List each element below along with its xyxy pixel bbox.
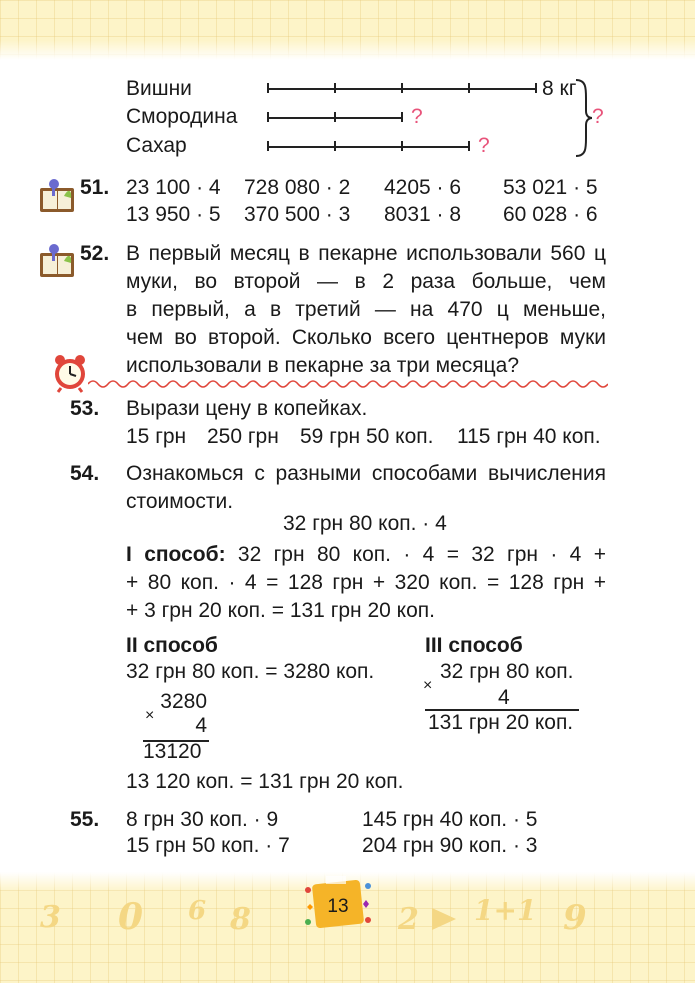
ex54-intro-line: Ознакомься с разными способами вычисления: [126, 462, 606, 485]
ex55-item: 8 грн 30 коп. · 9: [126, 808, 279, 831]
ex55-item: 15 грн 50 коп. · 7: [126, 834, 290, 857]
ex54-expression: 32 грн 80 коп. · 4: [283, 512, 447, 535]
method2-product: 13120: [143, 740, 202, 763]
sugar-unknown: ?: [478, 134, 490, 157]
ex52-line: В первый месяц в пекарне использовали 560 ц: [126, 242, 606, 265]
method2-label: II способ: [126, 634, 218, 657]
method1-line-1: [126, 541, 606, 569]
method3-product: 131 грн 20 коп.: [428, 711, 574, 734]
tick: [334, 112, 336, 122]
ex52-text: [126, 240, 606, 380]
diagram-label-currants: Смородина: [126, 105, 238, 128]
exercise-number-53: 53.: [70, 397, 100, 420]
tick: [468, 83, 470, 93]
brace-icon: [574, 78, 594, 158]
ex51-item: 60 028 · 6: [503, 203, 598, 226]
tick: [401, 141, 403, 151]
ex51-item: 53 021 · 5: [503, 176, 598, 199]
ex52-line: в первый, а в третий — на 470 ц меньше,: [126, 298, 606, 321]
method1-label: I способ:: [126, 543, 226, 566]
exercise-number-51: 51.: [80, 176, 110, 199]
multiply-sign: ×: [423, 677, 433, 694]
tick: [267, 112, 269, 122]
method3-label: III способ: [425, 634, 523, 657]
method2-conversion: 32 грн 80 коп. = 3280 коп.: [126, 660, 375, 683]
page-number: 13: [327, 896, 349, 917]
ex53-item: 250 грн: [207, 425, 279, 448]
tick: [468, 141, 470, 151]
method1-block: [126, 541, 606, 625]
multiply-sign: ×: [145, 707, 155, 724]
alarm-clock-icon: [50, 353, 90, 393]
wavy-divider: [88, 378, 608, 390]
exercise-number-54: 54.: [70, 462, 100, 485]
tick: [334, 83, 336, 93]
method2-multiplier: 4: [195, 714, 207, 737]
cherries-weight: 8 кг: [542, 77, 577, 100]
ex51-item: 4205 · 6: [384, 176, 462, 199]
tick: [267, 141, 269, 151]
segment-sugar: [268, 146, 469, 148]
tick: [535, 83, 537, 93]
tick: [267, 83, 269, 93]
ex53-title: Вырази цену в копейках.: [126, 397, 368, 420]
method2-multiplicand: 3280: [160, 690, 207, 713]
method3-multiplier: 4: [498, 686, 510, 709]
ex51-item: 728 080 · 2: [244, 176, 351, 199]
decor-digit: 9: [563, 898, 587, 938]
method1-text: 32 грн 80 коп. · 4 = 32 грн · 4 +: [225, 543, 606, 566]
currants-unknown: ?: [411, 105, 423, 128]
exercise-number-55: 55.: [70, 808, 100, 831]
ex51-item: 23 100 · 4: [126, 176, 221, 199]
ex55-item: 145 грн 40 коп. · 5: [362, 808, 538, 831]
top-grid-band: [0, 0, 695, 60]
ex54-intro: [126, 460, 606, 516]
tick: [334, 141, 336, 151]
total-unknown: ?: [592, 105, 604, 128]
method1-line-2: + 80 коп. · 4 = 128 грн + 320 коп. = 128 грн +: [126, 571, 606, 594]
written-task-icon: [38, 243, 78, 281]
ex53-item: 15 грн: [126, 425, 187, 448]
decor-digit: 2: [398, 902, 419, 937]
tick: [401, 83, 403, 93]
exercise-number-52: 52.: [80, 242, 110, 265]
method1-line-3: + 3 грн 20 коп. = 131 грн 20 коп.: [126, 599, 435, 622]
ex53-item: 59 грн 50 коп.: [300, 425, 434, 448]
method3-multiplicand: 32 грн 80 коп.: [440, 660, 574, 683]
decor-digit: 6: [188, 896, 207, 926]
decor-digit: 3: [40, 900, 61, 935]
ex53-item: 115 грн 40 коп.: [457, 425, 601, 448]
decor-digit: 8: [230, 902, 251, 937]
diagram-label-cherries: Вишни: [126, 77, 192, 100]
ex51-item: 370 500 · 3: [244, 203, 351, 226]
diagram-label-sugar: Сахар: [126, 134, 187, 157]
ex52-line: чем во второй. Сколько всего центнеров муки: [126, 326, 606, 349]
ex52-line: муки, во второй — в 2 раза больше, чем: [126, 270, 606, 293]
decor-digit: 0: [118, 896, 144, 938]
written-task-icon: [38, 178, 78, 216]
ex54-intro-line: стоимости.: [126, 490, 234, 513]
ex51-item: 8031 · 8: [384, 203, 462, 226]
method2-result: 13 120 коп. = 131 грн 20 коп.: [126, 770, 404, 793]
ex55-item: 204 грн 90 коп. · 3: [362, 834, 538, 857]
decor-sum: 1+1: [474, 894, 537, 927]
tick: [401, 112, 403, 122]
ex51-item: 13 950 · 5: [126, 203, 221, 226]
ex52-line: использовали в пекарне за три месяца?: [126, 354, 520, 377]
play-triangle-icon: [430, 906, 458, 932]
